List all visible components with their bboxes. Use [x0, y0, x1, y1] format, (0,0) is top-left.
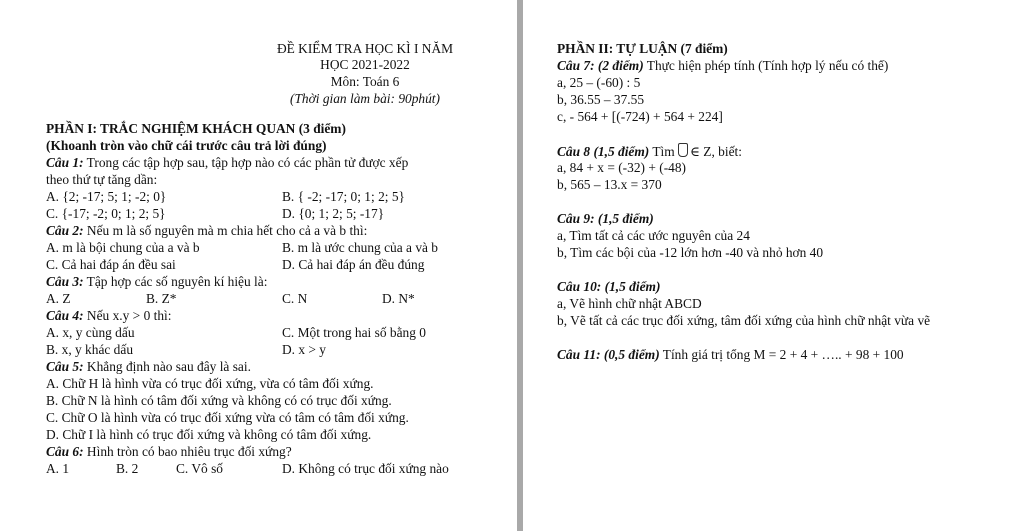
question-1-label: Câu 1:	[46, 155, 84, 170]
q2-option-c: C. Cả hai đáp án đều sai	[46, 257, 176, 272]
q2-option-d: D. Cả hai đáp án đều đúng	[282, 257, 425, 272]
question-4-text: Nếu x.y > 0 thì:	[83, 308, 172, 323]
question-11	[557, 347, 904, 363]
question-8	[557, 143, 742, 160]
question-2	[46, 223, 367, 239]
question-3-text: Tập hợp các số nguyên kí hiệu là:	[83, 274, 268, 289]
q1-option-b: B. { -2; -17; 0; 1; 2; 5}	[282, 189, 405, 204]
q3-option-a: A. Z	[46, 291, 71, 306]
q7-part-a: a, 25 – (-60) : 5	[557, 75, 641, 90]
q1-option-d: D. {0; 1; 2; 5; -17}	[282, 206, 385, 221]
question-9-label: Câu 9: (1,5 điểm)	[557, 211, 654, 226]
q1-option-c: C. {-17; -2; 0; 1; 2; 5}	[46, 206, 166, 221]
question-6	[46, 444, 292, 460]
q3-option-b: B. Z*	[146, 291, 177, 306]
question-6-label: Câu 6:	[46, 444, 84, 459]
exam-duration: (Thời gian làm bài: 90phút)	[290, 91, 440, 106]
right-page	[523, 0, 1024, 531]
question-8-text-before: Tìm	[649, 144, 679, 159]
question-11-text: Tính giá trị tổng M = 2 + 4 + ….. + 98 + 100	[659, 347, 904, 362]
part2-title: PHẦN II: TỰ LUẬN (7 điểm)	[557, 41, 728, 56]
q3-option-c: C. N	[282, 291, 308, 306]
question-10-label: Câu 10: (1,5 điểm)	[557, 279, 661, 294]
q5-option-b: B. Chữ N là hình có tâm đối xứng và không có có trục đối xứng.	[46, 393, 392, 408]
part1-instruction: (Khoanh tròn vào chữ cái trước câu trả lời đúng)	[46, 138, 327, 153]
question-11-label: Câu 11: (0,5 điểm)	[557, 347, 660, 362]
q9-part-b: b, Tìm các bội của -12 lớn hơn -40 và nhỏ hơn 40	[557, 245, 824, 260]
q5-option-d: D. Chữ I là hình có trục đối xứng và không có tâm đối xứng.	[46, 427, 372, 442]
q4-option-c: C. Một trong hai số bằng 0	[282, 325, 426, 340]
question-1	[46, 155, 408, 171]
question-3-label: Câu 3:	[46, 274, 84, 289]
q2-option-b: B. m là ước chung của a và b	[282, 240, 439, 255]
q8-part-a: a, 84 + x = (-32) + (-48)	[557, 160, 687, 175]
q10-part-a: a, Vẽ hình chữ nhật ABCD	[557, 296, 702, 311]
question-8-text-after: ∈ Z, biết:	[690, 144, 742, 159]
exam-title-line1: ĐỀ KIỂM TRA HỌC KÌ I NĂM	[276, 41, 454, 56]
q7-part-b: b, 36.55 – 37.55	[557, 92, 645, 107]
question-7-label: Câu 7: (2 điểm)	[557, 58, 644, 73]
q1-option-a: A. {2; -17; 5; 1; -2; 0}	[46, 189, 167, 204]
question-4-label: Câu 4:	[46, 308, 84, 323]
exam-title-line2: HỌC 2021-2022	[320, 57, 410, 72]
part1-title: PHẦN I: TRẮC NGHIỆM KHÁCH QUAN (3 điểm)	[46, 121, 346, 136]
q4-option-d: D. x > y	[282, 342, 327, 357]
q6-option-b: B. 2	[116, 461, 139, 476]
question-7	[557, 58, 888, 74]
question-7-text: Thực hiện phép tính (Tính hợp lý nếu có thể)	[643, 58, 889, 73]
mouse-cursor-icon	[678, 143, 688, 157]
q5-option-c: C. Chữ O là hình vừa có trục đối xứng vừa có tâm có tâm đối xứng.	[46, 410, 409, 425]
question-5	[46, 359, 251, 375]
question-1-text-cont: theo thứ tự tăng dần:	[46, 172, 158, 187]
question-2-text: Nếu m là số nguyên mà m chia hết cho cả a và b thì:	[83, 223, 368, 238]
question-5-label: Câu 5:	[46, 359, 84, 374]
q4-option-a: A. x, y cùng dấu	[46, 325, 135, 340]
q6-option-a: A. 1	[46, 461, 70, 476]
q9-part-a: a, Tìm tất cả các ước nguyên của 24	[557, 228, 750, 243]
question-3	[46, 274, 267, 290]
q8-part-b: b, 565 – 13.x = 370	[557, 177, 662, 192]
q4-option-b: B. x, y khác dấu	[46, 342, 134, 357]
question-5-text: Khẳng định nào sau đây là sai.	[83, 359, 251, 374]
q3-option-d: D. N*	[382, 291, 415, 306]
question-2-label: Câu 2:	[46, 223, 84, 238]
q10-part-b: b, Vẽ tất cả các trục đối xứng, tâm đối xứng của hình chữ nhật vừa vẽ	[557, 313, 931, 328]
question-4	[46, 308, 171, 324]
question-8-label: Câu 8 (1,5 điểm)	[557, 144, 650, 159]
q2-option-a: A. m là bội chung của a và b	[46, 240, 200, 255]
exam-subject: Môn: Toán 6	[330, 74, 400, 89]
q5-option-a: A. Chữ H là hình vừa có trục đối xứng, vừa có tâm đối xứng.	[46, 376, 374, 391]
q7-part-c: c, - 564 + [(-724) + 564 + 224]	[557, 109, 723, 124]
question-1-text: Trong các tập hợp sau, tập hợp nào có các phần tử được xếp	[83, 155, 409, 170]
q6-option-c: C. Vô số	[176, 461, 224, 476]
q6-option-d: D. Không có trục đối xứng nào	[282, 461, 449, 476]
question-6-text: Hình tròn có bao nhiêu trục đối xứng?	[83, 444, 292, 459]
